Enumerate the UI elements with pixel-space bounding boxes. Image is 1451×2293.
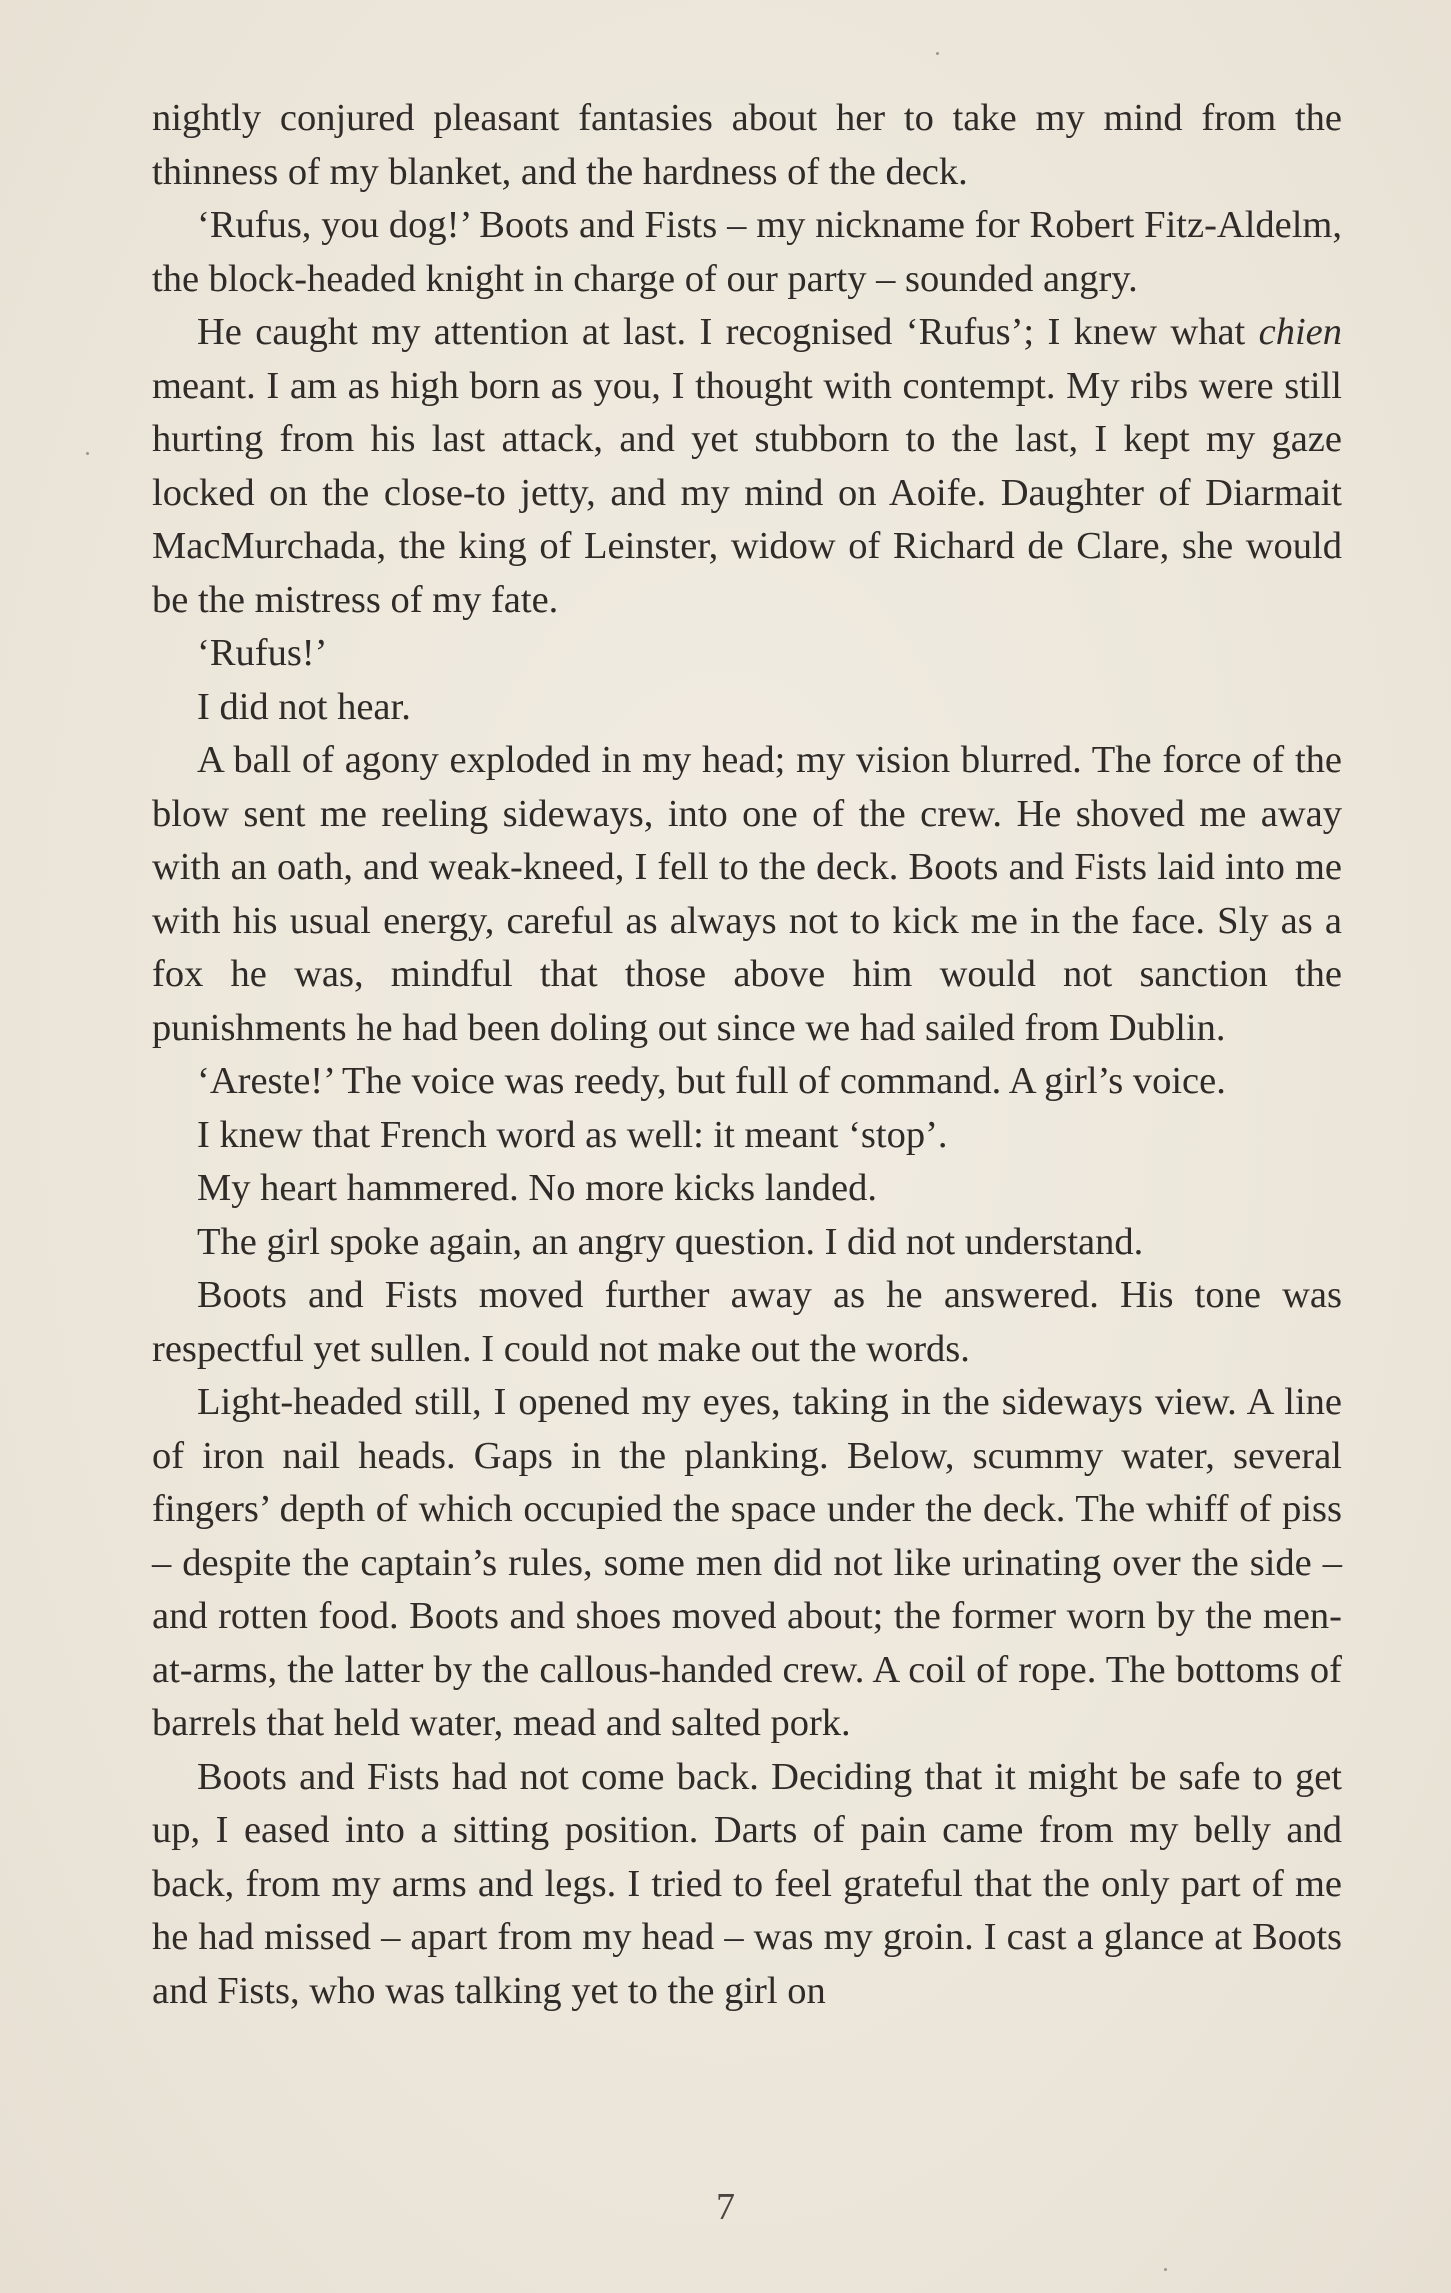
paragraph-text: I knew that French word as well: it meant ‘stop’. (197, 1113, 948, 1156)
paragraph-text: Boots and Fists moved further away as he answered. His tone was respectful yet sullen. I could not make out the words. (152, 1274, 1342, 1370)
paragraph-text: ‘Rufus!’ (197, 632, 328, 674)
paragraph (152, 1109, 1342, 1163)
paragraph (152, 1162, 1342, 1216)
paragraph (152, 627, 1342, 681)
paragraph (152, 1055, 1342, 1109)
paragraph-text: I did not hear. (197, 685, 411, 728)
paper-speck (1164, 2268, 1167, 2271)
paragraph-text: Light-headed still, I opened my eyes, taking in the sideways view. A line of iron nail heads. Gaps in the planking. Below, scummy water, several fingers’ depth of which occupied the space under the deck. The whiff of piss – despite the captain’s rules, some men did not like urinating over the side – and rotten food. Boots and shoes moved about; the former worn by the men-at-arms, the latter by the callous-handed crew. A coil of rope. The bottoms of barrels that held water, mead and salted pork. (152, 1381, 1342, 1744)
paragraph (152, 199, 1342, 306)
paragraph (152, 1376, 1342, 1751)
paragraph-text: A ball of agony exploded in my head; my vision blurred. The force of the blow sent me reeling sideways, into one of the crew. He shoved me away with an oath, and weak-kneed, I fell to the deck. Boots and Fists laid into me with his usual energy, careful as always not to kick me in the face. Sly as a fox he was, mindful that those above him would not sanction the punishments he had been doling out since we had sailed from Dublin. (152, 739, 1342, 1049)
paragraph (152, 1216, 1342, 1270)
paragraph-text: nightly conjured pleasant fantasies about her to take my mind from the thinness of my blanket, and the hardness of the deck. (152, 97, 1342, 193)
paragraph-text: ‘Rufus, you dog!’ Boots and Fists – my nickname for Robert Fitz-Aldelm, the block-headed knight in charge of our party – sounded angry. (152, 204, 1342, 300)
paragraph (152, 734, 1342, 1055)
paragraph-text: Boots and Fists had not come back. Deciding that it might be safe to get up, I eased into a sitting position. Darts of pain came from my belly and back, from my arms and legs. I tried to feel grateful that the only part of me he had missed – apart from my head – was my groin. I cast a glance at Boots and Fists, who was talking yet to the girl on (152, 1755, 1342, 2012)
page-number: 7 (716, 2186, 735, 2228)
paragraph (152, 306, 1342, 627)
paragraph-text: The girl spoke again, an angry question. I did not understand. (197, 1220, 1144, 1263)
paragraph (152, 92, 1342, 199)
italic-word: chien (1258, 311, 1342, 353)
paragraph (152, 681, 1342, 735)
paragraph-text: He caught my attention at last. I recognised ‘Rufus’; I knew what (197, 311, 1259, 353)
paragraph-text: meant. I am as high born as you, I thought with contempt. My ribs were still hurting from his last attack, and yet stubborn to the last, I kept my gaze locked on the close-to jetty, and my mind on Aoife. Daughter of Diarmait MacMurchada, the king of Leinster, widow of Richard de Clare, she would be the mistress of my fate. (152, 364, 1342, 621)
paragraph-text: ‘Areste!’ The voice was reedy, but full of command. A girl’s voice. (197, 1060, 1226, 1102)
paper-speck (936, 52, 939, 55)
paper-speck (86, 452, 89, 455)
paragraph-text: My heart hammered. No more kicks landed. (197, 1167, 877, 1209)
paragraph (152, 1751, 1342, 2019)
paragraph (152, 1269, 1342, 1376)
body-text (152, 92, 1342, 2018)
